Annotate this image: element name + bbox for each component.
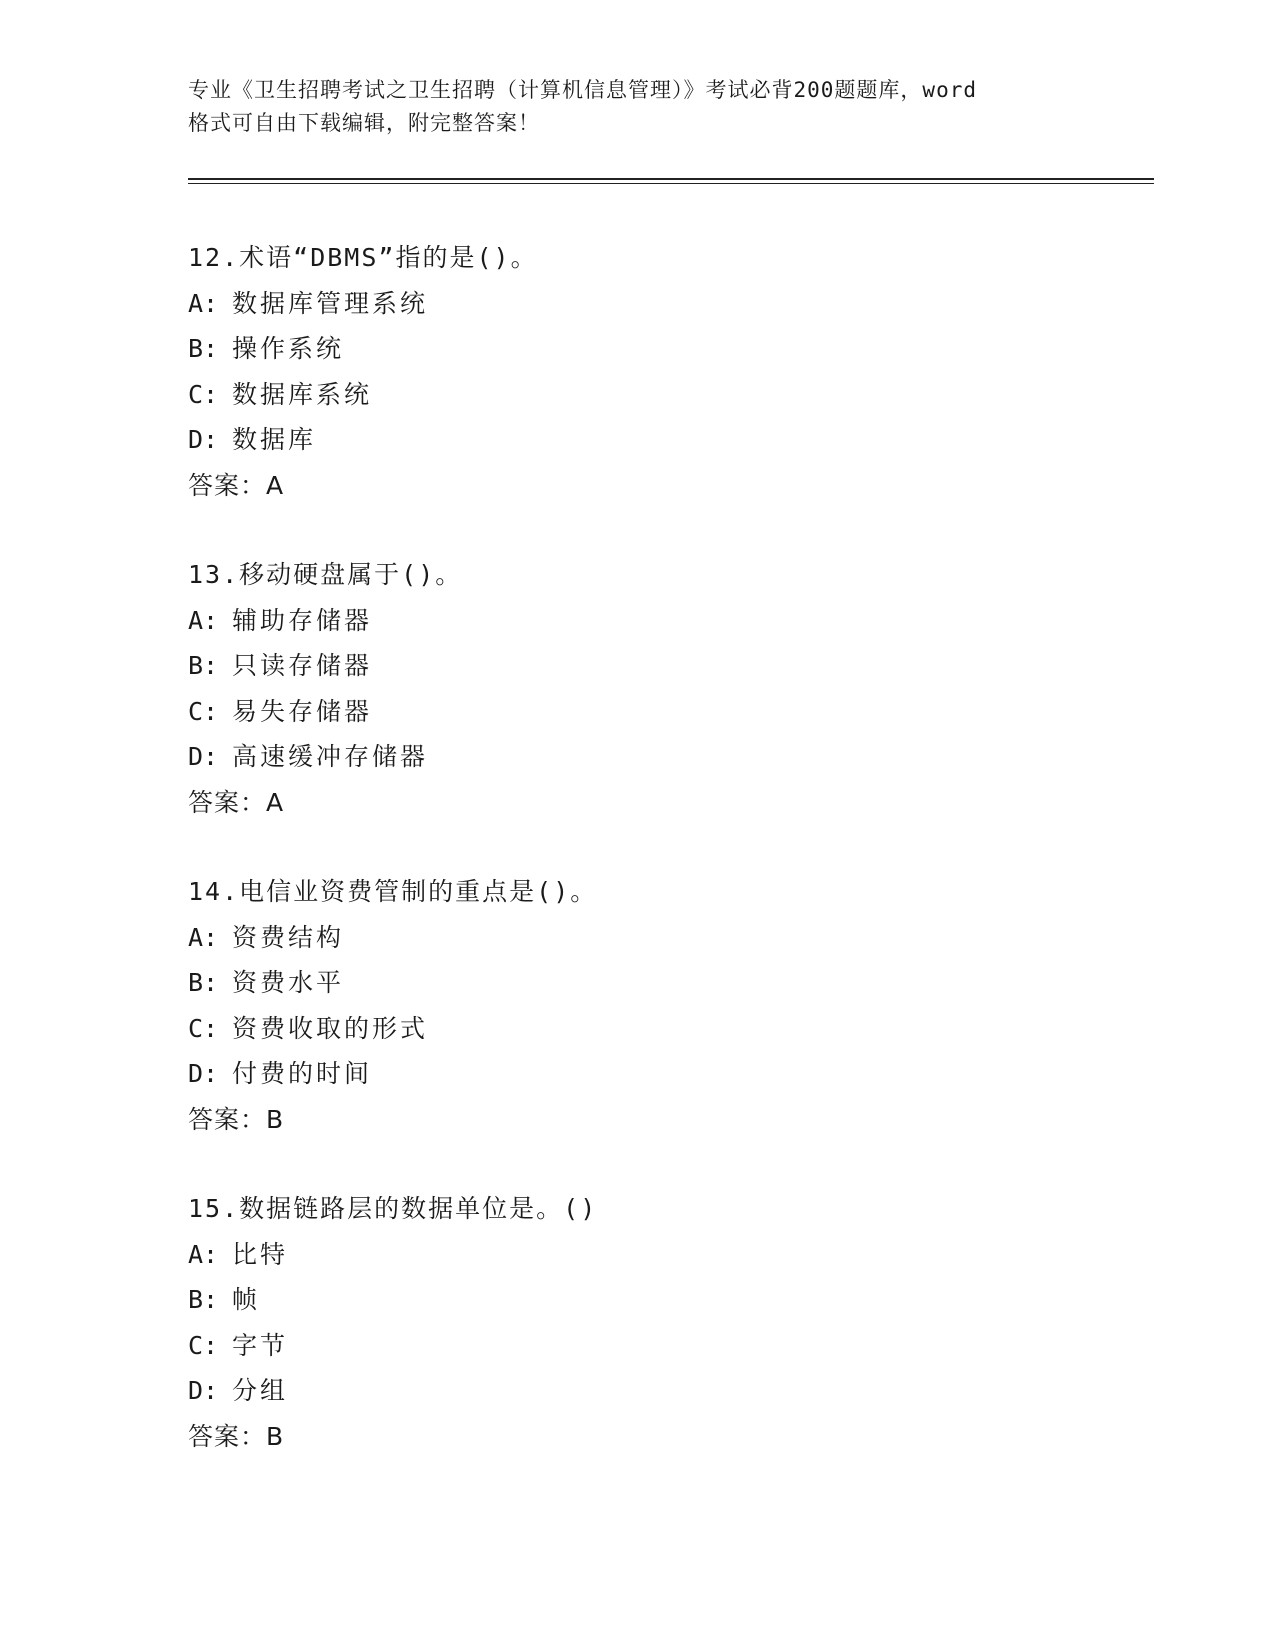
option-letter: A:	[188, 605, 219, 635]
option-d	[188, 734, 1088, 780]
option-text: 资费收取的形式	[232, 1013, 429, 1043]
option-b	[188, 326, 1088, 372]
option-text: 资费结构	[232, 922, 345, 952]
option-letter: B:	[188, 334, 219, 363]
option-text: 易失存储器	[232, 696, 373, 726]
option-letter: C:	[188, 1013, 219, 1043]
answer-line: 答案：A	[188, 787, 285, 817]
option-letter: D:	[188, 742, 219, 771]
document-header	[188, 74, 1088, 140]
option-letter: D:	[188, 425, 219, 454]
option-text: 高速缓冲存储器	[232, 742, 429, 771]
option-letter: A:	[188, 922, 219, 952]
answer-line: 答案：B	[188, 1104, 285, 1134]
option-text: 操作系统	[232, 334, 345, 363]
question-14	[188, 869, 1088, 1142]
option-d	[188, 1051, 1088, 1097]
option-letter: C:	[188, 696, 219, 726]
question-15	[188, 1186, 1088, 1459]
option-letter: D:	[188, 1059, 219, 1088]
option-letter: C:	[188, 379, 219, 409]
option-b	[188, 1277, 1088, 1323]
option-a	[188, 1232, 1088, 1278]
question-12	[188, 235, 1088, 508]
option-d	[188, 1368, 1088, 1414]
header-divider-thick	[188, 178, 1154, 180]
option-d	[188, 417, 1088, 463]
option-letter: A:	[188, 1239, 219, 1269]
option-text: 分组	[232, 1376, 289, 1405]
option-a	[188, 281, 1088, 327]
option-text: 辅助存储器	[232, 605, 373, 635]
option-text: 数据库管理系统	[232, 288, 429, 318]
header-line-2: 格式可自由下载编辑，附完整答案！	[188, 111, 540, 135]
question-title: 12.术语“DBMS”指的是()。	[188, 243, 538, 272]
question-title: 15.数据链路层的数据单位是。()	[188, 1194, 598, 1223]
option-text: 字节	[232, 1330, 289, 1360]
header-divider-thin	[188, 183, 1154, 184]
option-text: 数据库	[232, 425, 317, 454]
option-letter: B:	[188, 651, 219, 680]
option-text: 付费的时间	[232, 1059, 373, 1088]
option-b	[188, 960, 1088, 1006]
option-text: 数据库系统	[232, 379, 373, 409]
option-letter: B:	[188, 1285, 219, 1314]
option-letter: B:	[188, 968, 219, 997]
option-c	[188, 372, 1088, 418]
option-a	[188, 598, 1088, 644]
header-line-1: 专业《卫生招聘考试之卫生招聘（计算机信息管理）》考试必背200题题库，word	[188, 78, 977, 102]
option-letter: D:	[188, 1376, 219, 1405]
option-c	[188, 1323, 1088, 1369]
question-13	[188, 552, 1088, 825]
option-letter: A:	[188, 288, 219, 318]
option-text: 资费水平	[232, 968, 345, 997]
option-text: 帧	[232, 1285, 261, 1314]
option-b	[188, 643, 1088, 689]
answer-line: 答案：B	[188, 1421, 285, 1451]
option-c	[188, 1006, 1088, 1052]
answer-line: 答案：A	[188, 470, 285, 500]
question-title: 14.电信业资费管制的重点是()。	[188, 877, 598, 906]
question-title: 13.移动硬盘属于()。	[188, 560, 463, 589]
option-c	[188, 689, 1088, 735]
option-a	[188, 915, 1088, 961]
option-text: 比特	[232, 1239, 289, 1269]
option-text: 只读存储器	[232, 651, 373, 680]
question-list	[188, 235, 1088, 1503]
option-letter: C:	[188, 1330, 219, 1360]
